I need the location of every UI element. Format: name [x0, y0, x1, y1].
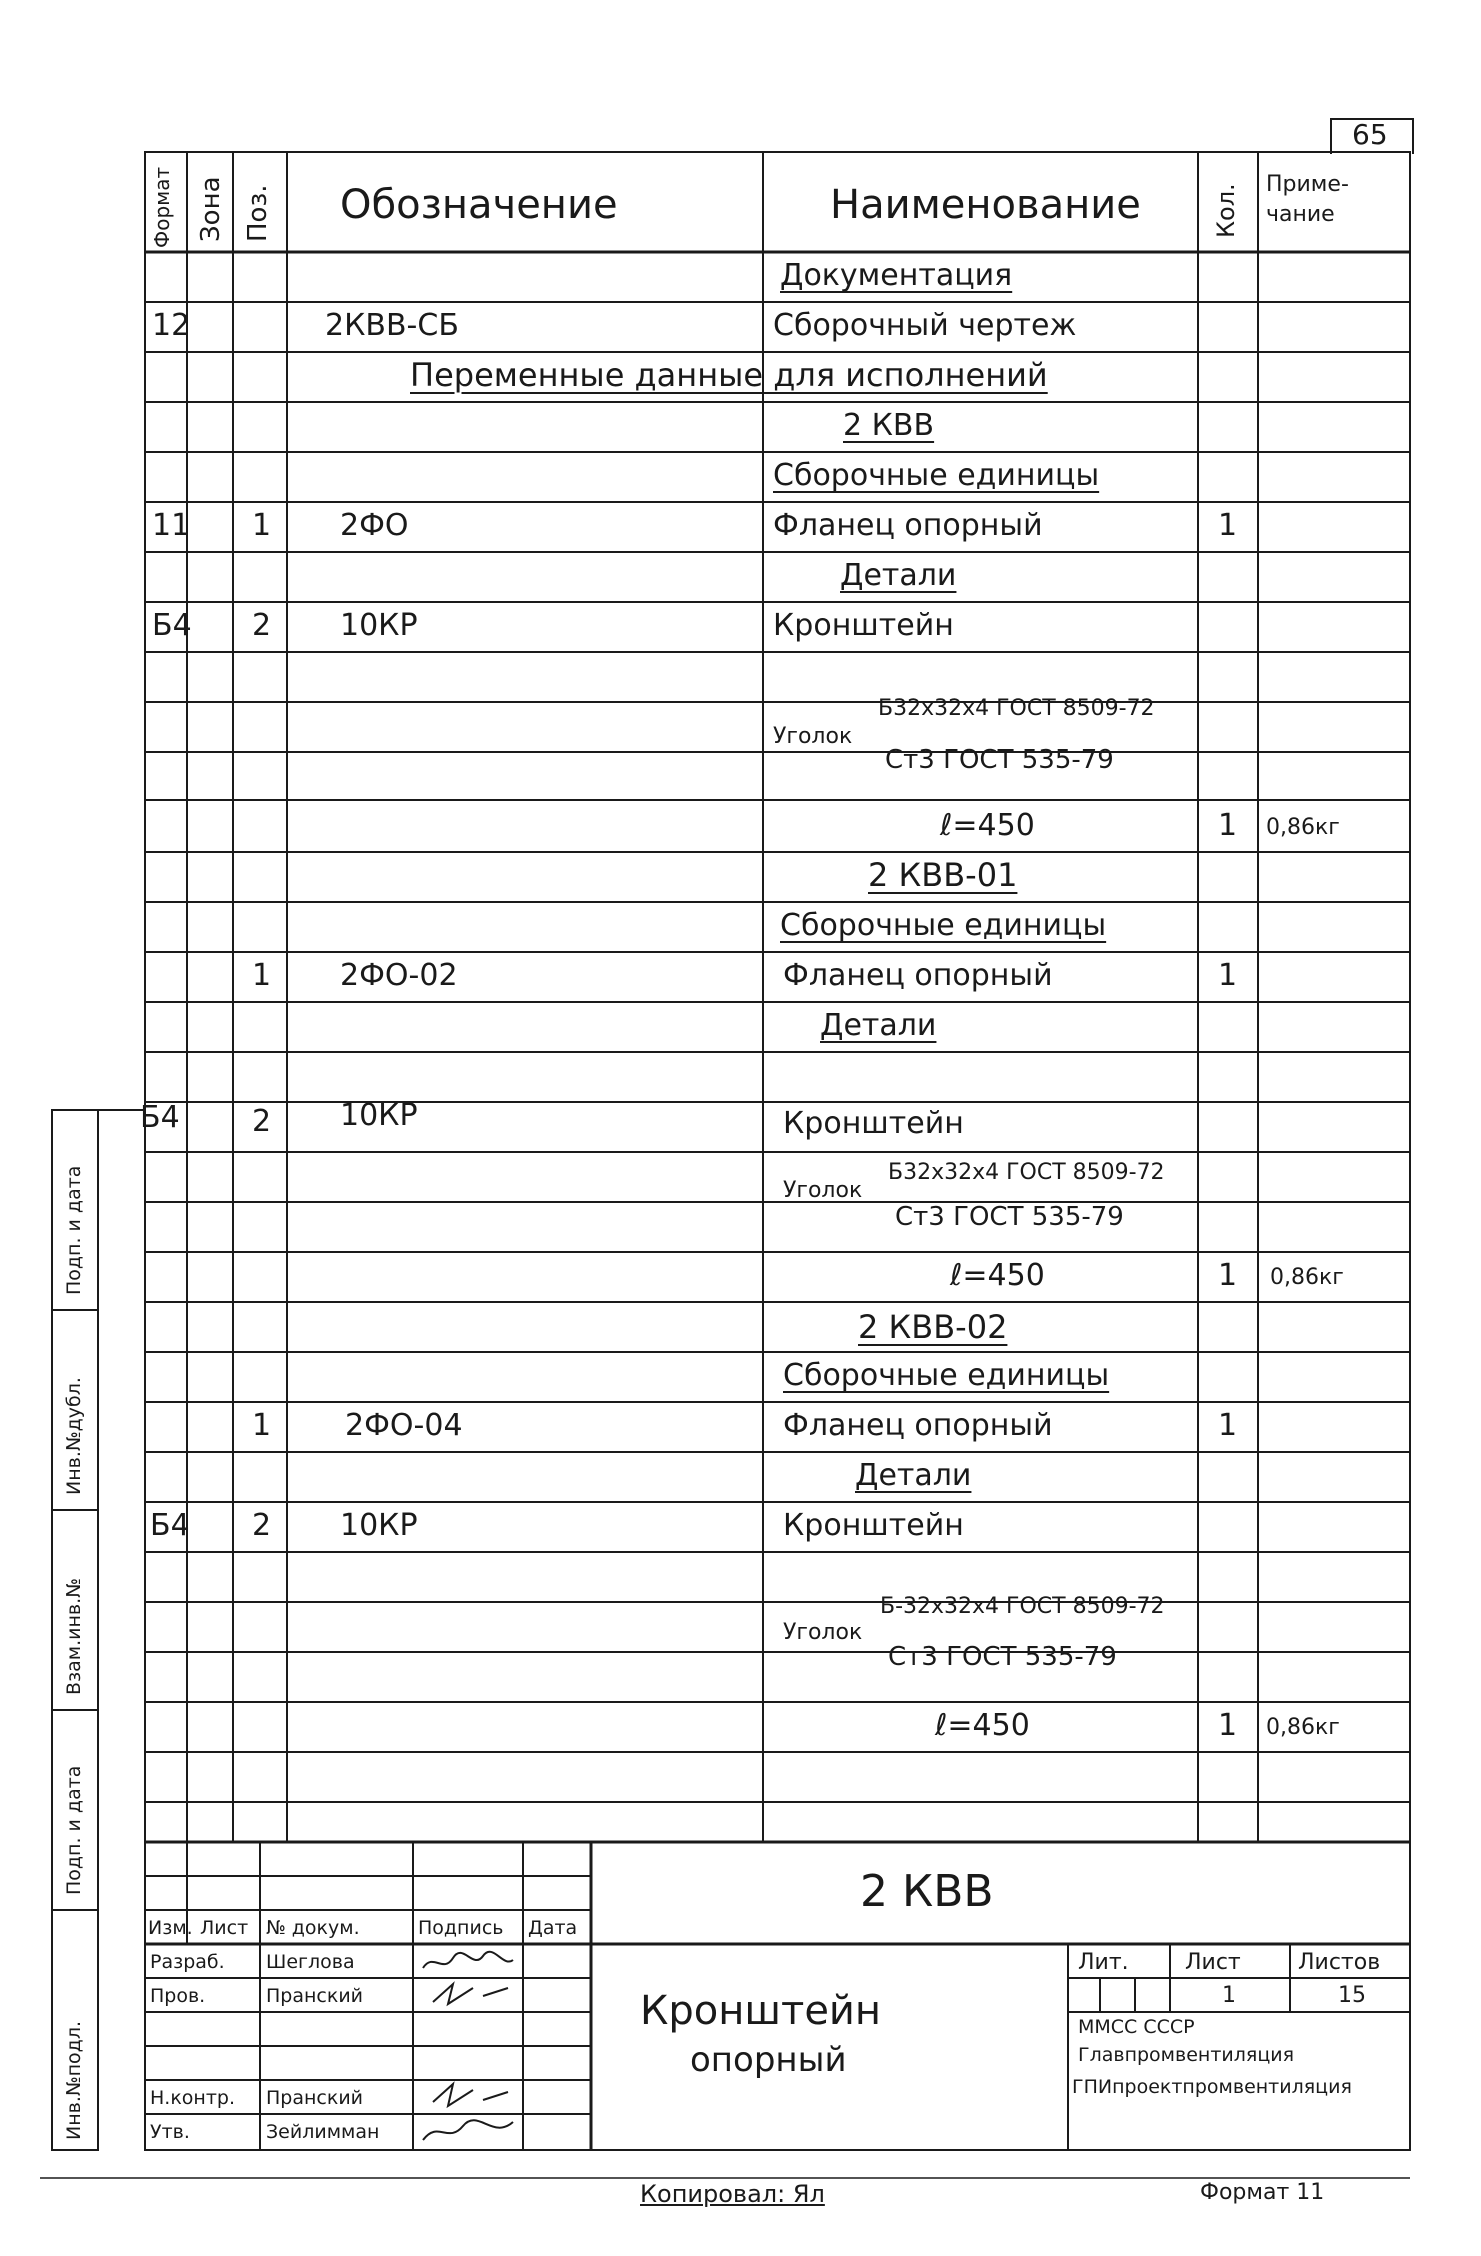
header-pos: Поз.: [243, 184, 273, 242]
signatures: [413, 1944, 523, 2150]
header-format: Формат: [150, 166, 174, 248]
row-qty: 1: [1218, 1258, 1238, 1293]
role-nkontr: Н.контр.: [150, 2087, 236, 2109]
sheet-label: Лист: [1185, 1950, 1241, 1975]
row-name-bottom: Ст3 ГОСТ 535-79: [885, 745, 1114, 775]
row-name: Сборочные единицы: [773, 458, 1100, 493]
col-data: Дата: [528, 1917, 578, 1939]
row-name: Фланец опорный: [773, 508, 1043, 543]
row-name: Детали: [820, 1008, 937, 1043]
header-name: Наименование: [830, 182, 1141, 228]
row-name-top: Б32х32х4 ГОСТ 8509-72: [888, 1160, 1165, 1185]
row-span-variable-data: Переменные данные для исполнений: [410, 356, 1048, 394]
row-designation: 10КР: [340, 1098, 418, 1133]
row-designation: 2КВВ-СБ: [325, 308, 459, 343]
org-line3: ГПИпроектпромвентиляция: [1072, 2076, 1352, 2098]
role-razrab: Разраб.: [150, 1951, 225, 1973]
row-designation: 2ФО-02: [340, 958, 458, 993]
row-format: 12: [152, 308, 191, 343]
row-designation: 10КР: [340, 608, 418, 643]
role-prov: Пров.: [150, 1985, 206, 2007]
header-note: Приме-чание: [1266, 172, 1349, 227]
name-razrab: Шеглова: [266, 1951, 355, 1973]
row-note: 0,86кг: [1270, 1265, 1344, 1290]
margin-podp-data-2: Подп. и дата: [63, 1165, 85, 1295]
row-name: Детали: [855, 1458, 972, 1493]
row-name: ℓ=450: [935, 1708, 1030, 1743]
sheet-number: 65: [1352, 118, 1388, 151]
row-name: Фланец опорный: [783, 1408, 1053, 1443]
row-pos: 2: [252, 1104, 272, 1139]
row-name: Детали: [840, 558, 957, 593]
row-name-prefix: Уголок: [773, 724, 853, 749]
row-name-top: Б-32х32х4 ГОСТ 8509-72: [880, 1594, 1165, 1619]
row-note: 0,86кг: [1266, 1715, 1340, 1740]
row-designation: 10КР: [340, 1508, 418, 1543]
row-note: 0,86кг: [1266, 815, 1340, 840]
col-doc: № докум.: [266, 1917, 360, 1939]
row-name: Сборочные единицы: [780, 908, 1107, 943]
row-format: Б4: [152, 608, 192, 643]
role-utv: Утв.: [150, 2121, 190, 2143]
row-name: Кронштейн: [783, 1508, 964, 1543]
row-pos: 1: [252, 1408, 272, 1443]
row-qty: 1: [1218, 808, 1238, 843]
row-name: Кронштейн: [783, 1106, 964, 1141]
row-name-top: Б32х32х4 ГОСТ 8509-72: [878, 696, 1155, 721]
title-designation: 2 КВВ: [860, 1866, 994, 1917]
row-format: 11: [152, 508, 191, 543]
margin-inv-podl: Инв.№подл.: [63, 2020, 85, 2140]
row-name: 2 КВВ-02: [858, 1308, 1008, 1346]
margin-vzam-inv: Взам.инв.№: [63, 1578, 85, 1695]
sheets-label: Листов: [1298, 1950, 1381, 1975]
footer-copied: Копировал: Ял: [640, 2180, 825, 2208]
row-name-prefix: Уголок: [783, 1178, 863, 1203]
name-utv: Зейлимман: [266, 2121, 380, 2143]
row-name: 2 КВВ-01: [868, 856, 1018, 894]
name-prov: Пранский: [266, 1985, 364, 2007]
name-nkontr: Пранский: [266, 2087, 364, 2109]
row-qty: 1: [1218, 1408, 1238, 1443]
col-list: Лист: [200, 1917, 249, 1939]
row-name: ℓ=450: [940, 808, 1035, 843]
title-name-line1: Кронштейн: [640, 1988, 882, 2034]
row-name: Кронштейн: [773, 608, 954, 643]
header-qty: Кол.: [1212, 183, 1240, 238]
row-name: Документация: [780, 258, 1013, 293]
row-pos: 2: [252, 608, 272, 643]
margin-inv-dubl: Инв.№дубл.: [63, 1377, 85, 1495]
row-format: Б4: [150, 1508, 190, 1543]
header-designation: Обозначение: [340, 182, 618, 228]
row-pos: 1: [252, 508, 272, 543]
sheets-value: 15: [1338, 1983, 1366, 2008]
row-name: Сборочный чертеж: [773, 308, 1077, 343]
margin-podp-data-1: Подп. и дата: [63, 1765, 85, 1895]
col-izm: Изм.: [148, 1917, 193, 1939]
org-line2: Главпромвентиляция: [1078, 2044, 1295, 2066]
sheet-value: 1: [1222, 1983, 1236, 2008]
footer-format: Формат 11: [1200, 2180, 1325, 2205]
header-zone: Зона: [196, 176, 226, 242]
row-qty: 1: [1218, 508, 1238, 543]
row-name: 2 КВВ: [843, 408, 935, 443]
row-format: Б4: [140, 1100, 180, 1135]
row-qty: 1: [1218, 1708, 1238, 1743]
col-podp: Подпись: [418, 1917, 504, 1939]
title-name-line2: опорный: [690, 2040, 847, 2080]
row-name-prefix: Уголок: [783, 1620, 863, 1645]
row-name-bottom: Ст3 ГОСТ 535-79: [895, 1202, 1124, 1232]
row-name: Сборочные единицы: [783, 1358, 1110, 1393]
row-pos: 1: [252, 958, 272, 993]
row-name: ℓ=450: [950, 1258, 1045, 1293]
row-name-bottom: Ст3 ГОСТ 535-79: [888, 1642, 1117, 1672]
row-pos: 2: [252, 1508, 272, 1543]
row-name: Фланец опорный: [783, 958, 1053, 993]
row-designation: 2ФО: [340, 508, 409, 543]
org-line1: ММСС СССР: [1078, 2016, 1195, 2038]
row-qty: 1: [1218, 958, 1238, 993]
row-designation: 2ФО-04: [345, 1408, 463, 1443]
lit-label: Лит.: [1078, 1950, 1129, 1975]
